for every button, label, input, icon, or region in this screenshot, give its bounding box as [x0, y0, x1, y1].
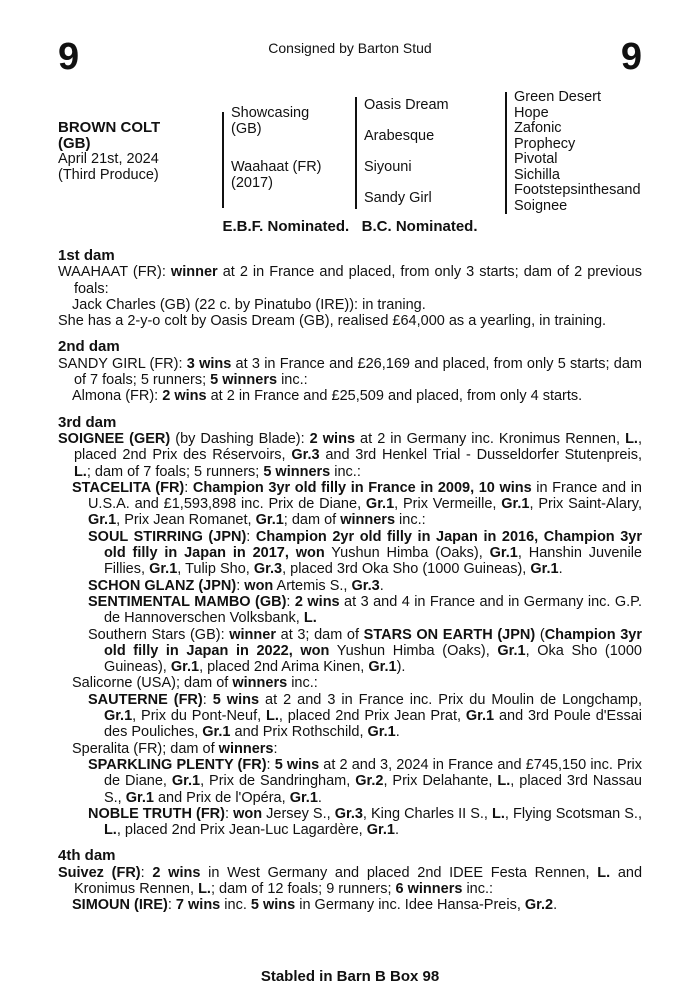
pedigree-dam-dam: Sandy Girl — [364, 190, 432, 206]
horse-country: (GB) — [58, 135, 91, 152]
pedigree-entry — [58, 865, 642, 898]
pedigree-sire-sire: Oasis Dream — [364, 97, 449, 113]
entry-text: : — [140, 864, 153, 881]
entry-text-bold: NOBLE TRUTH (FR) — [88, 805, 225, 822]
entry-text: . — [395, 724, 400, 741]
entry-text-bold: won — [233, 805, 263, 822]
entry-text-bold: Gr.3 — [291, 447, 320, 464]
entry-text: in West Germany and placed 2nd IDEE Festa Rennen, — [200, 864, 598, 881]
pedigree-sire-dam: Arabesque — [364, 128, 435, 144]
entry-text-bold: 5 winners — [263, 463, 331, 480]
pedigree-entry — [72, 675, 642, 691]
pedigree-g3-7: Footstepsinthesand — [514, 182, 641, 198]
entry-text: Yushun Himba (Oaks), — [324, 545, 490, 562]
entry-text: ; dam of 12 foals; 9 runners; — [210, 880, 396, 897]
foaling-info — [58, 151, 159, 183]
entry-text-bold: Gr.1 — [103, 708, 133, 725]
entry-text-bold: L. — [497, 773, 511, 790]
entry-text-bold: L. — [198, 880, 211, 897]
entry-text: , placed 3rd Oka Sho (1000 Guineas), — [282, 561, 531, 578]
horse-description — [58, 120, 160, 152]
entry-text-bold: winner — [170, 264, 218, 281]
pedigree-dam-sire: Siyouni — [364, 159, 412, 175]
pedigree-entry — [58, 313, 642, 329]
entry-text-bold: Gr.1 — [368, 659, 397, 676]
consignor: Consigned by Barton Stud — [268, 40, 432, 56]
entry-text: , Prix Saint-Alary, — [529, 496, 642, 513]
entry-text: . — [379, 577, 384, 594]
entry-text: SANDY GIRL (FR): — [58, 355, 187, 372]
entry-text: ( — [535, 626, 545, 643]
entry-text: : — [266, 756, 275, 773]
entry-text: at 3 and 4 in France and in Germany inc. G.P. de Hannoverschen Volksbank, — [103, 593, 642, 627]
entry-text-bold: Champion 2yr old filly in Japan in 2016, Champion 3yr old filly in Japan in 2017, won — [103, 528, 643, 562]
section-heading: 1st dam — [58, 247, 115, 264]
entry-text: : — [273, 740, 278, 757]
entry-text: in France and in U.S.A. and £1,593,898 inc. Prix de Diane, — [87, 479, 642, 513]
entry-text: : — [202, 691, 213, 708]
entry-text-bold: 2 wins — [294, 593, 340, 610]
entry-text-bold: L. — [625, 430, 638, 447]
pedigree-entry — [88, 692, 642, 741]
entry-text-bold: Gr.3 — [351, 577, 380, 594]
pedigree-g3-4: Prophecy — [514, 136, 576, 152]
pedigree-entry — [72, 388, 642, 404]
entry-text-bold: Gr.1 — [497, 642, 526, 659]
entry-text-bold: STARS ON EARTH (JPN) — [363, 626, 536, 643]
pedigree-entry — [58, 356, 642, 389]
entry-text-bold: Gr.1 — [170, 659, 200, 676]
produce-number: (Third Produce) — [58, 167, 159, 183]
entry-text: , Prix Delahante, — [383, 773, 498, 790]
entry-text: inc.: — [287, 675, 318, 692]
entry-text: , placed 2nd Prix Jean-Luc Lagardère, — [116, 822, 367, 839]
entry-text-bold: Champion 3yr old filly in Japan in 2022, won — [103, 626, 642, 659]
entry-text: Jack Charles (GB) (22 c. by Pinatubo (IRE)): in traning. — [72, 296, 426, 313]
entry-text: inc.: — [462, 880, 494, 897]
entry-text: Artemis S., — [273, 577, 352, 594]
entry-text: and Prix de l'Opéra, — [153, 789, 290, 806]
pedigree-entry — [72, 741, 642, 757]
entry-text-bold: Gr.1 — [367, 724, 396, 741]
entry-text: : — [224, 805, 234, 822]
entry-text: ). — [396, 659, 406, 676]
entry-text-bold: winners — [340, 512, 396, 529]
lot-number-right: 9 — [620, 36, 642, 78]
entry-text: : — [246, 528, 256, 545]
entry-text-bold: Gr.1 — [171, 773, 201, 790]
entry-text: Salicorne (USA); dam of — [72, 675, 233, 692]
entry-text: : — [236, 577, 245, 594]
entry-text-bold: L. — [597, 864, 611, 881]
entry-text-bold: STACELITA (FR) — [72, 479, 185, 496]
entry-text-bold: won — [244, 577, 274, 594]
entry-text: inc.: — [395, 512, 426, 529]
entry-text: at 2 in France and placed, from only 3 starts; dam of 2 previous foals: — [73, 264, 642, 297]
entry-text: , Prix du Pont-Neuf, — [132, 708, 266, 725]
entry-text-bold: Gr.1 — [489, 545, 518, 562]
entry-text: , placed 3rd Nassau S., — [103, 773, 642, 806]
pedigree-g3-8: Soignee — [514, 198, 568, 214]
entry-text-bold: 6 winners — [395, 880, 463, 897]
entry-text-bold: Gr.1 — [255, 512, 284, 529]
entry-text-bold: Gr.1 — [125, 789, 154, 806]
entry-text: Southern Stars (GB): — [88, 626, 230, 643]
entry-text-bold: SAUTERNE (FR) — [88, 691, 203, 708]
entry-text-bold: 5 wins — [250, 897, 296, 914]
entry-text: . — [558, 561, 563, 578]
entry-text-bold: Gr.1 — [149, 561, 178, 578]
entry-text: She has a 2-y-o colt by Oasis Dream (GB), realised £64,000 as a yearling, in training. — [58, 313, 607, 330]
entry-text: inc.: — [330, 463, 361, 480]
pedigree-entry — [58, 431, 642, 480]
entry-text-bold: L. — [73, 463, 87, 480]
entry-text: , Flying Scotsman S., — [504, 805, 642, 822]
pedigree-divider-3 — [505, 92, 507, 214]
pedigree-sire: Showcasing (GB) — [231, 105, 310, 137]
pedigree-dam: Waahaat (FR) (2017) — [231, 159, 322, 191]
entry-text-bold: SIMOUN (IRE) — [72, 897, 168, 914]
entry-text-bold: 2 wins — [309, 430, 356, 447]
entry-text-bold: SPARKLING PLENTY (FR) — [88, 756, 267, 773]
entry-text-bold: SOUL STIRRING (JPN) — [88, 528, 247, 545]
entry-text: Yushun Himba (Oaks), — [329, 642, 498, 659]
entry-text: , Prix Jean Romanet, — [116, 512, 256, 529]
entry-text: , King Charles II S., — [362, 805, 493, 822]
section-heading: 2nd dam — [58, 338, 120, 356]
entry-text-bold: Gr.1 — [530, 561, 559, 578]
entry-text: , Prix Vermeille, — [394, 496, 502, 513]
nominations: E.B.F. Nominated. B.C. Nominated. — [222, 218, 478, 235]
entry-text-bold: 5 winners — [210, 372, 278, 389]
pedigree-entry — [88, 529, 642, 578]
entry-text: at 2 in France and £25,509 and placed, from only 4 starts. — [206, 388, 583, 405]
entry-text: at 2 and 3 in France inc. Prix du Moulin de Longchamp, — [259, 691, 642, 708]
entry-text: , placed 2nd Prix Jean Prat, — [278, 708, 466, 725]
pedigree-entry — [88, 578, 642, 594]
entry-text: and 3rd Poule d'Essai des Pouliches, — [103, 708, 642, 741]
entry-text-bold: winners — [218, 740, 274, 757]
pedigree-divider-2 — [355, 97, 357, 209]
entry-text: at 2 and 3, 2024 in France and £745,150 inc. Prix de Diane, — [103, 756, 642, 790]
entry-text-bold: winner — [229, 626, 276, 643]
entry-text: . — [394, 822, 399, 839]
entry-text-bold: Gr.3 — [253, 561, 283, 578]
entry-text: , Tulip Sho, — [177, 561, 254, 578]
entry-text: , Oka Sho (1000 Guineas), — [103, 642, 642, 676]
pedigree-entry — [88, 594, 642, 627]
pedigree-entry — [88, 757, 642, 806]
pedigree-g3-1: Green Desert — [514, 89, 602, 105]
entry-text: : — [184, 479, 193, 496]
entry-text: , Prix de Sandringham, — [200, 773, 356, 790]
entry-text-bold: SCHON GLANZ (JPN) — [88, 577, 237, 594]
entry-text-bold: Gr.1 — [366, 822, 395, 839]
entry-text-bold: Gr.1 — [501, 496, 530, 513]
pedigree-g3-3: Zafonic — [514, 120, 562, 136]
entry-text-bold: Gr.3 — [334, 805, 363, 822]
stabling-info: Stabled in Barn B Box 98 — [260, 968, 440, 985]
entry-text-bold: Gr.1 — [87, 512, 117, 529]
pedigree-g3-5: Pivotal — [514, 151, 558, 167]
lot-number-left: 9 — [58, 36, 80, 78]
entry-text-bold: winners — [232, 675, 288, 692]
entry-text: Jersey S., — [262, 805, 335, 822]
pedigree-divider-1 — [222, 112, 224, 208]
entry-text-bold: Gr.1 — [202, 724, 231, 741]
horse-sex-color: BROWN COLT — [58, 119, 161, 136]
entry-text: at 2 in Germany inc. Kronimus Rennen, — [355, 430, 626, 447]
entry-text-bold: Gr.2 — [355, 773, 384, 790]
entry-text: ; dam of 7 foals; 5 runners; — [86, 463, 264, 480]
entry-text-bold: 5 wins — [212, 691, 260, 708]
entry-text: : — [167, 897, 176, 914]
entry-text: , placed 2nd Prix des Réservoirs, — [73, 430, 642, 464]
entry-text: . — [553, 897, 558, 914]
entry-text: , Hanshin Juvenile Fillies, — [103, 545, 642, 578]
entry-text-bold: Gr.1 — [465, 708, 495, 725]
entry-text: : — [286, 593, 295, 610]
entry-text-bold: SOIGNEE (GER) — [58, 430, 171, 447]
entry-text-bold: L. — [103, 822, 117, 839]
entry-text-bold: 7 wins — [175, 897, 221, 914]
pedigree-entry — [58, 264, 642, 297]
foaling-date: April 21st, 2024 — [58, 151, 159, 167]
entry-text: and Prix Rothschild, — [230, 724, 368, 741]
entry-text: , placed 2nd Arima Kinen, — [199, 659, 369, 676]
entry-text-bold: L. — [303, 610, 317, 627]
entry-text-bold: Suivez (FR) — [58, 864, 141, 881]
entry-text-bold: 2 wins — [162, 388, 207, 405]
section-heading: 4th dam — [58, 847, 116, 865]
catalogue-body — [58, 248, 642, 914]
pedigree-entry — [88, 627, 642, 676]
entry-text-bold: Champion 3yr old filly in France in 2009, 10 wins — [192, 479, 532, 496]
entry-text: inc.: — [277, 372, 308, 389]
section-heading: 3rd dam — [58, 413, 117, 431]
entry-text: Speralita (FR); dam of — [72, 740, 219, 757]
entry-text-bold: L. — [492, 805, 505, 822]
pedigree-entry — [72, 897, 642, 913]
entry-text: (by Dashing Blade): — [170, 430, 310, 447]
entry-text: WAAHAAT (FR): — [58, 264, 171, 281]
entry-text-bold: L. — [265, 708, 279, 725]
entry-text: Almona (FR): — [72, 388, 163, 405]
entry-text-bold: 5 wins — [274, 756, 320, 773]
entry-text: inc. — [220, 897, 251, 914]
entry-text-bold: Gr.1 — [289, 789, 318, 806]
entry-text: at 3; dam of — [275, 626, 364, 643]
pedigree-entry — [72, 480, 642, 529]
entry-text: . — [317, 789, 322, 806]
entry-text: ; dam of — [283, 512, 341, 529]
pedigree-entry — [72, 297, 642, 313]
entry-text-bold: Gr.2 — [524, 897, 554, 914]
entry-text: in Germany inc. Idee Hansa-Preis, — [295, 897, 525, 914]
entry-text-bold: 3 wins — [186, 355, 232, 372]
entry-text: at 3 in France and £26,169 and placed, from only 5 starts; dam of 7 foals; 5 runners; — [73, 355, 642, 389]
entry-text: and 3rd Henkel Trial - Dusseldorfer Stutenpreis, — [319, 447, 642, 464]
pedigree-g3-6: Sichilla — [514, 167, 560, 183]
entry-text-bold: SENTIMENTAL MAMBO (GB) — [88, 593, 287, 610]
pedigree-entry — [88, 806, 642, 839]
entry-text: and Kronimus Rennen, — [73, 864, 643, 897]
entry-text-bold: Gr.1 — [365, 496, 395, 513]
entry-text-bold: 2 wins — [152, 864, 201, 881]
pedigree-g3-2: Hope — [514, 105, 549, 121]
